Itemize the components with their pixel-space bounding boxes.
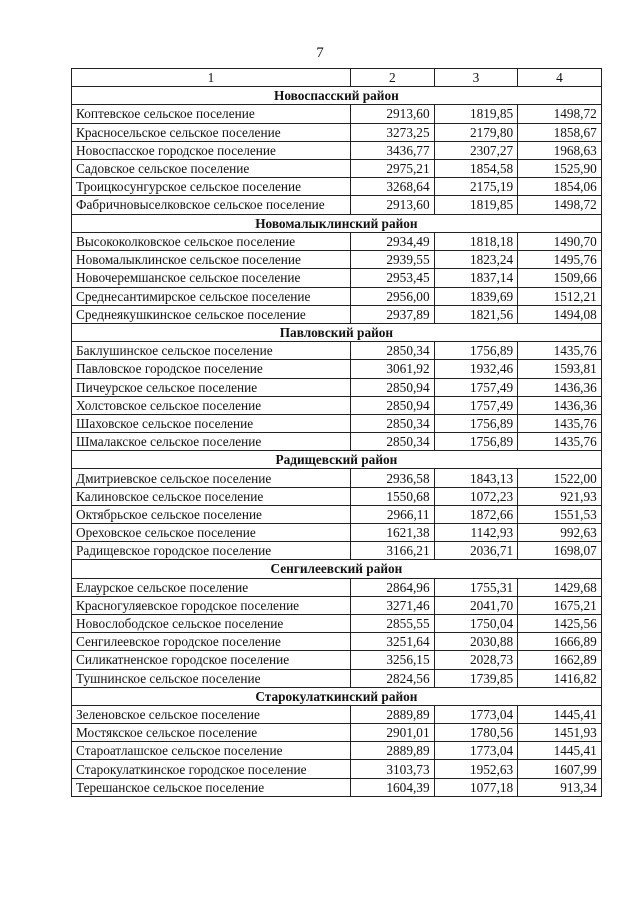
value-v4: 1522,00	[518, 469, 602, 487]
settlement-name: Новочеремшанское сельское поселение	[72, 269, 351, 287]
value-v2: 1550,68	[351, 487, 435, 505]
settlement-name: Холстовское сельское поселение	[72, 396, 351, 414]
value-v4: 1498,72	[518, 196, 602, 215]
value-v4: 1451,93	[518, 724, 602, 742]
value-v4: 1436,36	[518, 396, 602, 414]
value-v4: 1495,76	[518, 251, 602, 269]
settlement-name: Староатлашское сельское поселение	[72, 742, 351, 760]
table-row	[72, 159, 602, 177]
value-v4: 1435,76	[518, 342, 602, 360]
tariff-table	[71, 68, 602, 797]
value-v4: 921,93	[518, 487, 602, 505]
settlement-name: Красногуляевское городское поселение	[72, 596, 351, 614]
district-header-row	[72, 323, 602, 341]
value-v4: 1509,66	[518, 269, 602, 287]
table-row	[72, 651, 602, 669]
value-v4: 1551,53	[518, 505, 602, 523]
settlement-name: Высококолковское сельское поселение	[72, 233, 351, 251]
table-row	[72, 105, 602, 123]
settlement-name: Новоспасское городское поселение	[72, 141, 351, 159]
district-header-row	[72, 560, 602, 578]
value-v3: 1072,23	[434, 487, 518, 505]
value-v4: 1429,68	[518, 578, 602, 596]
value-v3: 1750,04	[434, 614, 518, 632]
value-v2: 2913,60	[351, 196, 435, 215]
value-v4: 1416,82	[518, 669, 602, 687]
settlement-name: Среднеякушкинское сельское поселение	[72, 305, 351, 323]
value-v4: 1436,36	[518, 378, 602, 396]
column-header: 2	[351, 69, 435, 87]
district-name: Павловский район	[72, 323, 602, 341]
value-v3: 1823,24	[434, 251, 518, 269]
table-row	[72, 633, 602, 651]
table-row	[72, 233, 602, 251]
column-header: 4	[518, 69, 602, 87]
settlement-name: Шмалакское сельское поселение	[72, 433, 351, 451]
district-header-row	[72, 687, 602, 705]
value-v4: 1858,67	[518, 123, 602, 141]
value-v3: 2179,80	[434, 123, 518, 141]
settlement-name: Тушнинское сельское поселение	[72, 669, 351, 687]
table-header-row	[72, 69, 602, 87]
value-v4: 1968,63	[518, 141, 602, 159]
value-v4: 1425,56	[518, 614, 602, 632]
value-v4: 1675,21	[518, 596, 602, 614]
value-v4: 1494,08	[518, 305, 602, 323]
table-row	[72, 469, 602, 487]
value-v2: 2939,55	[351, 251, 435, 269]
value-v3: 1952,63	[434, 760, 518, 778]
table-row	[72, 196, 602, 215]
value-v2: 3273,25	[351, 123, 435, 141]
settlement-name: Пичеурское сельское поселение	[72, 378, 351, 396]
table-row	[72, 123, 602, 141]
settlement-name: Силикатненское городское поселение	[72, 651, 351, 669]
table-row	[72, 487, 602, 505]
value-v2: 2850,94	[351, 378, 435, 396]
table-row	[72, 505, 602, 523]
table-row	[72, 542, 602, 560]
value-v3: 1757,49	[434, 378, 518, 396]
table-row	[72, 178, 602, 196]
value-v4: 1435,76	[518, 433, 602, 451]
value-v3: 2041,70	[434, 596, 518, 614]
value-v2: 3271,46	[351, 596, 435, 614]
value-v3: 1773,04	[434, 742, 518, 760]
value-v3: 1821,56	[434, 305, 518, 323]
value-v2: 3268,64	[351, 178, 435, 196]
value-v2: 2966,11	[351, 505, 435, 523]
value-v2: 2889,89	[351, 742, 435, 760]
settlement-name: Краснoсельское сельское поселение	[72, 123, 351, 141]
column-header: 1	[72, 69, 351, 87]
value-v3: 1773,04	[434, 705, 518, 723]
table-row	[72, 724, 602, 742]
value-v3: 1142,93	[434, 524, 518, 542]
value-v3: 1818,18	[434, 233, 518, 251]
value-v2: 2850,94	[351, 396, 435, 414]
value-v2: 2864,96	[351, 578, 435, 596]
district-header-row	[72, 214, 602, 232]
value-v3: 1756,89	[434, 433, 518, 451]
value-v3: 1739,85	[434, 669, 518, 687]
value-v4: 1445,41	[518, 705, 602, 723]
value-v3: 1819,85	[434, 196, 518, 215]
settlement-name: Терешанское сельское поселение	[72, 778, 351, 796]
settlement-name: Зеленовское сельское поселение	[72, 705, 351, 723]
table-row	[72, 396, 602, 414]
settlement-name: Новослободское сельское поселение	[72, 614, 351, 632]
value-v2: 3166,21	[351, 542, 435, 560]
value-v2: 2889,89	[351, 705, 435, 723]
settlement-name: Октябрьское сельское поселение	[72, 505, 351, 523]
district-name: Новомалыклинский район	[72, 214, 602, 232]
value-v2: 2936,58	[351, 469, 435, 487]
value-v3: 1837,14	[434, 269, 518, 287]
value-v3: 1932,46	[434, 360, 518, 378]
district-header-row	[72, 451, 602, 469]
value-v2: 3251,64	[351, 633, 435, 651]
table-row	[72, 251, 602, 269]
value-v2: 3256,15	[351, 651, 435, 669]
settlement-name: Мостякское сельское поселение	[72, 724, 351, 742]
table-body	[72, 87, 602, 797]
district-name: Новоспасский район	[72, 87, 602, 105]
value-v2: 2937,89	[351, 305, 435, 323]
settlement-name: Радищевское городское поселение	[72, 542, 351, 560]
value-v2: 3061,92	[351, 360, 435, 378]
settlement-name: Сенгилеевское городское поселение	[72, 633, 351, 651]
settlement-name: Садовское сельское поселение	[72, 159, 351, 177]
table-row	[72, 705, 602, 723]
value-v4: 1854,06	[518, 178, 602, 196]
value-v2: 1621,38	[351, 524, 435, 542]
value-v4: 1512,21	[518, 287, 602, 305]
settlement-name: Новомалыклинское сельское поселение	[72, 251, 351, 269]
value-v2: 2901,01	[351, 724, 435, 742]
value-v3: 2030,88	[434, 633, 518, 651]
value-v3: 1757,49	[434, 396, 518, 414]
table-row	[72, 669, 602, 687]
district-name: Радищевский район	[72, 451, 602, 469]
value-v3: 1854,58	[434, 159, 518, 177]
value-v3: 1756,89	[434, 414, 518, 432]
value-v3: 2175,19	[434, 178, 518, 196]
value-v2: 2956,00	[351, 287, 435, 305]
table-row	[72, 305, 602, 323]
settlement-name: Старокулаткинское городское поселение	[72, 760, 351, 778]
settlement-name: Среднесантимирское сельское поселение	[72, 287, 351, 305]
table-row	[72, 141, 602, 159]
value-v4: 1666,89	[518, 633, 602, 651]
value-v4: 913,34	[518, 778, 602, 796]
value-v2: 2975,21	[351, 159, 435, 177]
value-v3: 1872,66	[434, 505, 518, 523]
table-row	[72, 614, 602, 632]
table-row	[72, 414, 602, 432]
settlement-name: Фабричновыселковское сельское поселение	[72, 196, 351, 215]
settlement-name: Павловское городское поселение	[72, 360, 351, 378]
settlement-name: Троицкосунгурское сельское поселение	[72, 178, 351, 196]
value-v4: 1445,41	[518, 742, 602, 760]
settlement-name: Калиновское сельское поселение	[72, 487, 351, 505]
value-v3: 1839,69	[434, 287, 518, 305]
table-row	[72, 742, 602, 760]
value-v2: 3436,77	[351, 141, 435, 159]
settlement-name: Ореховское сельское поселение	[72, 524, 351, 542]
table-row	[72, 360, 602, 378]
value-v4: 992,63	[518, 524, 602, 542]
value-v2: 1604,39	[351, 778, 435, 796]
value-v2: 2850,34	[351, 414, 435, 432]
settlement-name: Шаховское сельское поселение	[72, 414, 351, 432]
table-row	[72, 433, 602, 451]
table-row	[72, 596, 602, 614]
district-name: Сенгилеевский район	[72, 560, 602, 578]
table-row	[72, 778, 602, 796]
value-v3: 2028,73	[434, 651, 518, 669]
value-v4: 1498,72	[518, 105, 602, 123]
value-v3: 2036,71	[434, 542, 518, 560]
district-header-row	[72, 87, 602, 105]
value-v2: 2850,34	[351, 342, 435, 360]
value-v2: 2850,34	[351, 433, 435, 451]
value-v4: 1525,90	[518, 159, 602, 177]
value-v3: 1755,31	[434, 578, 518, 596]
value-v2: 2934,49	[351, 233, 435, 251]
value-v4: 1593,81	[518, 360, 602, 378]
value-v3: 1077,18	[434, 778, 518, 796]
table-row	[72, 578, 602, 596]
value-v2: 2913,60	[351, 105, 435, 123]
value-v4: 1435,76	[518, 414, 602, 432]
value-v3: 1819,85	[434, 105, 518, 123]
settlement-name: Коптевское сельское поселение	[72, 105, 351, 123]
value-v2: 3103,73	[351, 760, 435, 778]
table-row	[72, 760, 602, 778]
value-v4: 1662,89	[518, 651, 602, 669]
settlement-name: Баклушинское сельское поселение	[72, 342, 351, 360]
value-v2: 2824,56	[351, 669, 435, 687]
value-v4: 1607,99	[518, 760, 602, 778]
table-row	[72, 287, 602, 305]
table-row	[72, 342, 602, 360]
table-row	[72, 269, 602, 287]
value-v3: 1780,56	[434, 724, 518, 742]
district-name: Старокулаткинский район	[72, 687, 602, 705]
value-v3: 2307,27	[434, 141, 518, 159]
value-v3: 1756,89	[434, 342, 518, 360]
value-v4: 1490,70	[518, 233, 602, 251]
settlement-name: Елаурское сельское поселение	[72, 578, 351, 596]
table-row	[72, 378, 602, 396]
value-v4: 1698,07	[518, 542, 602, 560]
table-row	[72, 524, 602, 542]
settlement-name: Дмитриевское сельское поселение	[72, 469, 351, 487]
value-v3: 1843,13	[434, 469, 518, 487]
value-v2: 2855,55	[351, 614, 435, 632]
page-number: 7	[316, 45, 324, 61]
column-header: 3	[434, 69, 518, 87]
value-v2: 2953,45	[351, 269, 435, 287]
